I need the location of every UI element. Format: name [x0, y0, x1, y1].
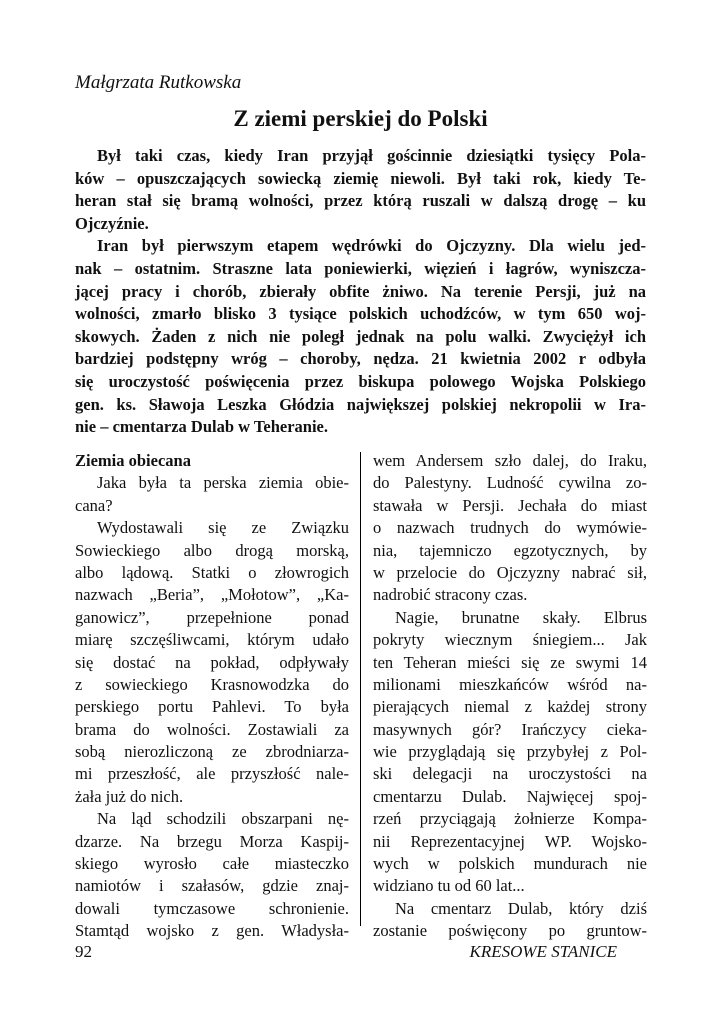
body-line: dzarze. Na brzegu Morza Kaspij-: [75, 831, 349, 851]
body-line: wych w polskich mundurach nie: [373, 854, 647, 874]
body-line: miarę szczęśliwcami, którym udało: [75, 630, 349, 650]
lead-line: nak – ostatnim. Straszne lata poniewierki, więzień i łagrów, wyniszcza-: [75, 258, 646, 278]
body-line: Nagie, brunatne skały. Elbrus: [395, 607, 647, 627]
body-line: skiego wyrosło całe miasteczko: [75, 854, 349, 874]
running-title: KRESOWE STANICE: [469, 942, 617, 961]
body-line: wem Andersem szło dalej, do Iraku,: [373, 451, 647, 470]
body-line: zostanie poświęcony po gruntow-: [373, 921, 647, 941]
author-name: Małgrzata Rutkowska: [75, 72, 242, 93]
body-line: nii Reprezentacyjnej WP. Wojsko-: [373, 831, 647, 851]
body-line: się dostać na pokład, odpływały: [75, 652, 349, 672]
body-line: wie przyglądają się przybyłej z Pol-: [373, 742, 647, 762]
body-line: żała już do nich.: [75, 786, 184, 806]
body-line: ski delegacji na uroczystości na: [373, 764, 647, 784]
lead-paragraphs: [75, 145, 646, 439]
lead-line: się uroczystość poświęcenia przez biskupa polowego Wojska Polskiego: [75, 371, 646, 391]
body-line: stawała w Persji. Jechała do miast: [373, 495, 647, 515]
body-line: milionami mieszkańców wśród na-: [373, 674, 647, 694]
section-heading: Ziemia obiecana: [75, 451, 191, 470]
lead-line: wolności, zmarło blisko 3 tysiące polskich uchodźców, w tym 650 woj-: [75, 304, 646, 324]
body-line: Wydostawali się ze Związku: [97, 518, 349, 538]
body-line: masywnych gór? Irańczycy cieka-: [373, 719, 647, 739]
body-line: mi przeszłość, ale przyszłość nale-: [75, 764, 349, 784]
body-line: cmentarzu Dulab. Najwięcej spoj-: [373, 786, 647, 806]
page-number: 92: [75, 942, 92, 961]
lead-line: bardziej podstępny wróg – choroby, nędza. 21 kwietnia 2002 r odbyła: [75, 349, 646, 369]
lead-line: Był taki czas, kiedy Iran przyjął gościnnie dziesiątki tysięcy Pola-: [97, 146, 646, 165]
body-line: ganowicz”, przepełnione ponad: [75, 607, 349, 627]
lead-line: Ojczyźnie.: [75, 213, 149, 233]
body-line: widziano tu od 60 lat...: [373, 876, 525, 896]
body-line: Sowieckiego albo drogą morską,: [75, 540, 349, 560]
body-line: z sowieckiego Krasnowodzka do: [75, 674, 349, 694]
body-line: dowali tymczasowe schronienie.: [75, 898, 349, 918]
body-line: o nazwach trudnych do wymówie-: [373, 518, 647, 538]
body-line: Na ląd schodzili obszarpani nę-: [97, 809, 349, 829]
body-line: pokryty wiecznym śniegiem... Jak: [373, 630, 647, 650]
lead-line: heran stał się bramą wolności, przez którą ruszali w dalszą drogę – ku: [75, 191, 646, 211]
lead-line: gen. ks. Sławoja Leszka Głódzia największej polskiej nekropolii w Ira-: [75, 394, 646, 414]
body-line: ten Teheran mieści się ze swymi 14: [373, 652, 647, 672]
body-line: Jaka była ta perska ziemia obie-: [97, 473, 349, 493]
lead-line: skowych. Żaden z nich nie poległ jednak na polu walki. Zwyciężył ich: [75, 326, 646, 346]
body-line: brama do wolności. Zostawiali za: [75, 719, 349, 739]
body-line: cana?: [75, 495, 113, 515]
right-column: [373, 450, 647, 943]
body-line: Stamtąd wojsko z gen. Władysła-: [75, 921, 349, 941]
body-line: Na cmentarz Dulab, który dziś: [395, 898, 647, 918]
body-line: nia, tajemniczo egzotycznych, by: [373, 540, 647, 560]
lead-line: jącej pracy i chorób, zbierały obfite żniwo. Na terenie Persji, już na: [75, 281, 646, 301]
body-line: do Palestyny. Ludność cywilna zo-: [373, 473, 647, 493]
column-divider: [360, 452, 361, 926]
left-column: [75, 450, 349, 943]
body-line: w przelocie do Ojczyzny nabrać sił,: [373, 562, 647, 582]
lead-line: nie – cmentarza Dulab w Teheranie.: [75, 417, 328, 437]
body-line: sobą nierozliczoną ze zbrodniarza-: [75, 742, 349, 762]
body-line: nazwach „Beria”, „Mołotow”, „Ka-: [75, 585, 349, 605]
body-line: rzeń przyciągają żołnierze Kompa-: [373, 809, 647, 829]
article-title: Z ziemi perskiej do Polski: [233, 106, 488, 131]
body-line: perskiego portu Pahlevi. To była: [75, 697, 349, 717]
lead-line: Iran był pierwszym etapem wędrówki do Ojczyzny. Dla wielu jed-: [97, 236, 646, 256]
body-line: nadrobić stracony czas.: [373, 585, 528, 605]
lead-line: ków – opuszczających sowiecką ziemię niewoli. Był taki rok, kiedy Te-: [75, 168, 646, 188]
body-line: namiotów i szałasów, gdzie znaj-: [75, 876, 349, 896]
body-line: pierających niemal z każdej strony: [373, 697, 647, 717]
body-line: albo lądową. Statki o złowrogich: [75, 562, 349, 582]
